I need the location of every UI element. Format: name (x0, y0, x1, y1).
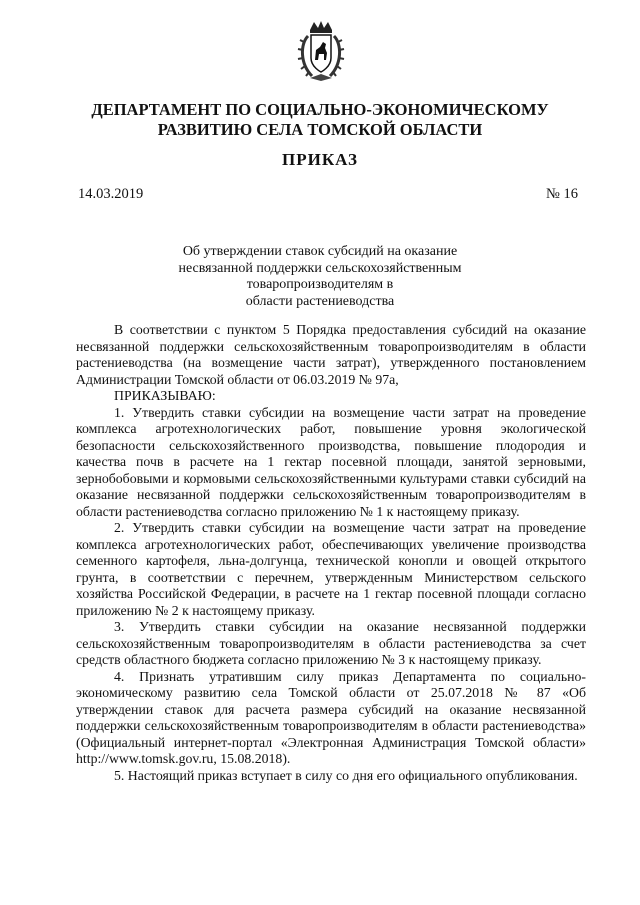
order-number: № 16 (546, 186, 578, 202)
order-subject (110, 244, 530, 310)
order-item-2: 2. Утвердить ставки субсидии на возмещение части затрат на проведение комплекса агротехнологических работ, обеспечивающих увеличение производства семенного картофеля, льна-долгунца, технической конопли и овощей открытого грунта, в соответствии с перечнем, утвержденным Министерством сельского хозяйства Российской Федерации, в расчете на 1 гектар посевной площади согласно приложению № 2 к настоящему приказу. (76, 520, 586, 618)
order-date: 14.03.2019 (78, 186, 144, 202)
preamble-paragraph: В соответствии с пунктом 5 Порядка предоставления субсидий на оказание несвязанной поддержки сельскохозяйственным товаропроизводителям в области растениеводства (на возмещение части затрат), утвержденного постановлением Администрации Томской области от 06.03.2019 № 97а, (76, 322, 586, 387)
order-item-1: 1. Утвердить ставки субсидии на возмещение части затрат на проведение комплекса агротехнологических работ, повышение уровня экологической безопасности сельскохозяйственного производства, повышение плодородия и качества почв в расчете на 1 гектар посевной площади, занятой зерновыми, зернобобовыми и кормовыми сельскохозяйственными культурами ставки субсидий на оказание несвязанной поддержки сельскохозяйственным товаропроизводителям в области растениеводства согласно приложению № 1 к настоящему приказу. (76, 404, 586, 519)
subject-line-3: области растениеводства (245, 293, 395, 309)
department-name (60, 100, 580, 140)
order-body (76, 322, 586, 784)
department-line-1: ДЕПАРТАМЕНТ ПО СОЦИАЛЬНО-ЭКОНОМИЧЕСКОМУ (91, 100, 549, 119)
subject-line-2: несвязанной поддержки сельскохозяйственным товаропроизводителям в (178, 260, 462, 292)
coat-of-arms-icon (296, 20, 346, 84)
command-word: ПРИКАЗЫВАЮ: (114, 388, 216, 403)
subject-line-1: Об утверждении ставок субсидий на оказание (182, 244, 458, 259)
document-type: ПРИКАЗ (282, 150, 358, 169)
order-item-5: 5. Настоящий приказ вступает в силу со дня его официального опубликования. (114, 767, 578, 783)
order-item-4: 4. Признать утратившим силу приказ Департамента по социально-экономическому развитию села Томской области от 25.07.2018 № 87 «Об утверждении ставок для расчета размера субсидий на оказание несвязанной поддержки сельскохозяйственным товаропроизводителям в области растениеводства» (Официальный интернет-портал «Электронная Администрация Томской области» http://www.tomsk.gov.ru, 15.08.2018). (76, 668, 586, 766)
department-line-2: РАЗВИТИЮ СЕЛА ТОМСКОЙ ОБЛАСТИ (157, 120, 483, 139)
order-item-3: 3. Утвердить ставки субсидии на оказание несвязанной поддержки сельскохозяйственным товаропроизводителям в области растениеводства за счет средств областного бюджета согласно приложению № 3 к настоящему приказу. (76, 619, 586, 667)
